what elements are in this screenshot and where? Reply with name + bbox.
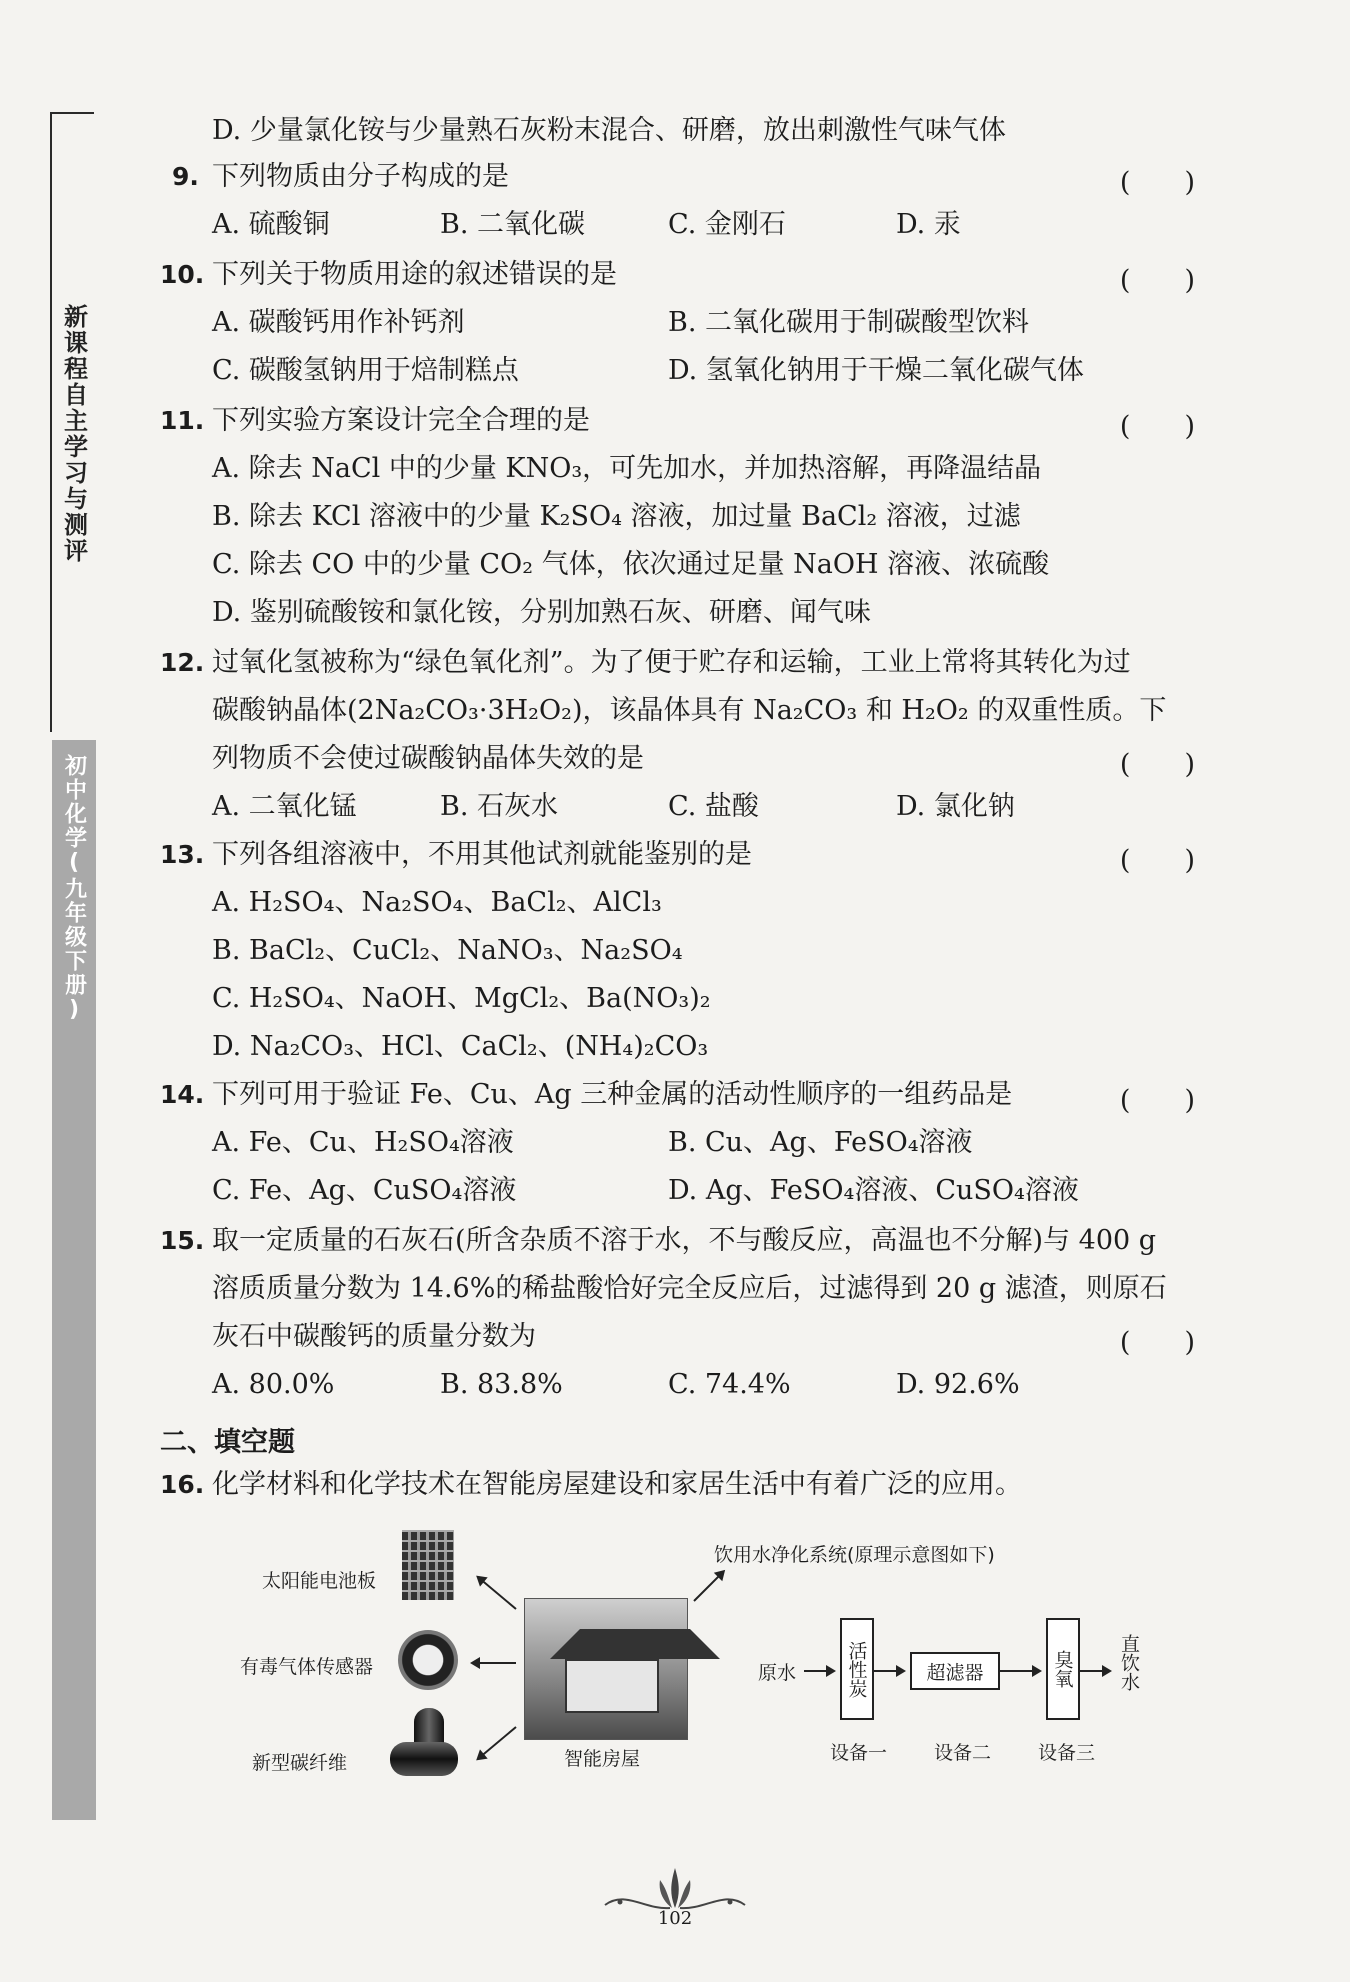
q12-stem-line2: 碳酸钠晶体(2Na₂CO₃·3H₂O₂)，该晶体具有 Na₂CO₃ 和 H₂O₂ 的双重性质。下 <box>212 695 1167 726</box>
label-carbon-fiber: 新型碳纤维 <box>252 1752 348 1774</box>
q14-answer-blank[interactable]: ( ) <box>1119 1085 1195 1116</box>
q13-option-d: D. Na₂CO₃、HCl、CaCl₂、(NH₄)₂CO₃ <box>212 1031 709 1062</box>
q9-option-b: B. 二氧化碳 <box>440 209 586 240</box>
side-rule-top <box>50 112 94 114</box>
q14-option-c: C. Fe、Ag、CuSO₄溶液 <box>212 1175 517 1206</box>
smart-house-figure <box>230 1530 1190 1810</box>
box-ozone: 臭氧 <box>1046 1618 1080 1720</box>
q16-number: 16. <box>160 1470 205 1499</box>
label-gas-sensor: 有毒气体传感器 <box>240 1656 374 1678</box>
q10-option-d: D. 氢氧化钠用于干燥二氧化碳气体 <box>668 355 1084 386</box>
q16-stem: 化学材料和化学技术在智能房屋建设和家居生活中有着广泛的应用。 <box>212 1469 1022 1500</box>
label-solar-panel: 太阳能电池板 <box>262 1570 377 1592</box>
q10-number: 10. <box>160 260 205 289</box>
label-device-1: 设备一 <box>830 1742 888 1764</box>
carbon-fiber-image <box>390 1708 460 1782</box>
label-smart-house: 智能房屋 <box>564 1748 641 1770</box>
arrow-to-sensor <box>472 1662 516 1664</box>
q10-answer-blank[interactable]: ( ) <box>1119 265 1195 296</box>
page-number: 102 <box>657 1908 693 1929</box>
box-ultrafilter: 超滤器 <box>910 1652 1000 1690</box>
q12-option-a: A. 二氧化锰 <box>212 791 357 822</box>
q9-stem: 下列物质由分子构成的是 <box>212 161 509 192</box>
arrow-raw-to-carbon <box>804 1670 834 1672</box>
q15-option-c: C. 74.4% <box>668 1369 791 1400</box>
q12-stem-line1: 过氧化氢被称为“绿色氧化剂”。为了便于贮存和运输，工业上常将其转化为过 <box>212 647 1131 678</box>
q14-option-a: A. Fe、Cu、H₂SO₄溶液 <box>212 1127 514 1158</box>
q11-answer-blank[interactable]: ( ) <box>1119 411 1195 442</box>
q10-option-b: B. 二氧化碳用于制碳酸型饮料 <box>668 307 1030 338</box>
q13-number: 13. <box>160 840 205 869</box>
q9-option-d: D. 汞 <box>896 209 961 240</box>
arrow-carbon-to-filter <box>874 1670 904 1672</box>
q12-answer-blank[interactable]: ( ) <box>1119 749 1195 780</box>
q9-option-a: A. 硫酸铜 <box>212 209 330 240</box>
label-direct-drinking-water: 直饮水 <box>1118 1634 1140 1691</box>
q15-option-a: A. 80.0% <box>212 1369 335 1400</box>
q12-option-d: D. 氯化钠 <box>896 791 1015 822</box>
q15-option-b: B. 83.8% <box>440 1369 563 1400</box>
smart-house-image <box>524 1598 688 1740</box>
q13-option-a: A. H₂SO₄、Na₂SO₄、BaCl₂、AlCl₃ <box>212 887 662 918</box>
q12-stem-line3: 列物质不会使过碳酸钠晶体失效的是 <box>212 743 644 774</box>
side-tab-course <box>52 740 96 1820</box>
q11-option-a: A. 除去 NaCl 中的少量 KNO₃，可先加水，并加热溶解，再降温结晶 <box>212 453 1042 484</box>
arrow-ozone-to-output <box>1080 1670 1110 1672</box>
q13-option-c: C. H₂SO₄、NaOH、MgCl₂、Ba(NO₃)₂ <box>212 983 711 1014</box>
q10-option-c: C. 碳酸氢钠用于焙制糕点 <box>212 355 519 386</box>
box-activated-carbon: 活性炭 <box>840 1618 874 1720</box>
q12-option-b: B. 石灰水 <box>440 791 559 822</box>
q15-stem-line3: 灰石中碳酸钙的质量分数为 <box>212 1321 536 1352</box>
q10-option-a: A. 碳酸钙用作补钙剂 <box>212 307 465 338</box>
label-raw-water: 原水 <box>758 1662 797 1684</box>
arrow-to-fiber <box>477 1726 517 1760</box>
q11-number: 11. <box>160 406 205 435</box>
q11-option-b: B. 除去 KCl 溶液中的少量 K₂SO₄ 溶液，加过量 BaCl₂ 溶液，过滤 <box>212 501 1021 532</box>
arrow-to-solar <box>477 1576 517 1610</box>
q14-stem: 下列可用于验证 Fe、Cu、Ag 三种金属的活动性顺序的一组药品是 <box>212 1079 1013 1110</box>
q15-answer-blank[interactable]: ( ) <box>1119 1327 1195 1358</box>
q12-number: 12. <box>160 648 205 677</box>
arrow-to-water-system <box>693 1571 724 1602</box>
q9-answer-blank[interactable]: ( ) <box>1119 167 1195 198</box>
q15-stem-line1: 取一定质量的石灰石(所含杂质不溶于水，不与酸反应，高温也不分解)与 400 g <box>212 1225 1157 1256</box>
q11-stem: 下列实验方案设计完全合理的是 <box>212 405 590 436</box>
q14-option-b: B. Cu、Ag、FeSO₄溶液 <box>668 1127 973 1158</box>
q11-option-d: D. 鉴别硫酸铵和氯化铵，分别加熟石灰、研磨、闻气味 <box>212 597 871 628</box>
q11-option-c: C. 除去 CO 中的少量 CO₂ 气体，依次通过足量 NaOH 溶液、浓硫酸 <box>212 549 1050 580</box>
q15-stem-line2: 溶质质量分数为 14.6%的稀盐酸恰好完全反应后，过滤得到 20 g 滤渣，则原石 <box>212 1273 1167 1304</box>
solar-panel-image <box>402 1530 454 1600</box>
q14-number: 14. <box>160 1080 205 1109</box>
arrow-filter-to-ozone <box>1000 1670 1040 1672</box>
gas-sensor-image <box>398 1630 458 1690</box>
label-device-3: 设备三 <box>1038 1742 1096 1764</box>
side-tab-course-label: 初中化学(九年级下册) <box>61 754 87 1024</box>
q10-stem: 下列关于物质用途的叙述错误的是 <box>212 259 617 290</box>
q15-number: 15. <box>160 1226 205 1255</box>
q8-option-d: D. 少量氯化铵与少量熟石灰粉末混合、研磨，放出刺激性气味气体 <box>212 115 1006 146</box>
side-tab-book-title: 新课程自主学习与测评 <box>59 304 88 564</box>
q15-option-d: D. 92.6% <box>896 1369 1020 1400</box>
q13-answer-blank[interactable]: ( ) <box>1119 845 1195 876</box>
q9-option-c: C. 金刚石 <box>668 209 786 240</box>
q13-option-b: B. BaCl₂、CuCl₂、NaNO₃、Na₂SO₄ <box>212 935 683 966</box>
q12-option-c: C. 盐酸 <box>668 791 759 822</box>
q14-option-d: D. Ag、FeSO₄溶液、CuSO₄溶液 <box>668 1175 1079 1206</box>
label-water-system: 饮用水净化系统(原理示意图如下) <box>714 1544 995 1566</box>
q9-number: 9. <box>172 162 199 191</box>
label-device-2: 设备二 <box>934 1742 992 1764</box>
section-title-fill-in: 二、填空题 <box>160 1427 295 1458</box>
q13-stem: 下列各组溶液中，不用其他试剂就能鉴别的是 <box>212 839 752 870</box>
